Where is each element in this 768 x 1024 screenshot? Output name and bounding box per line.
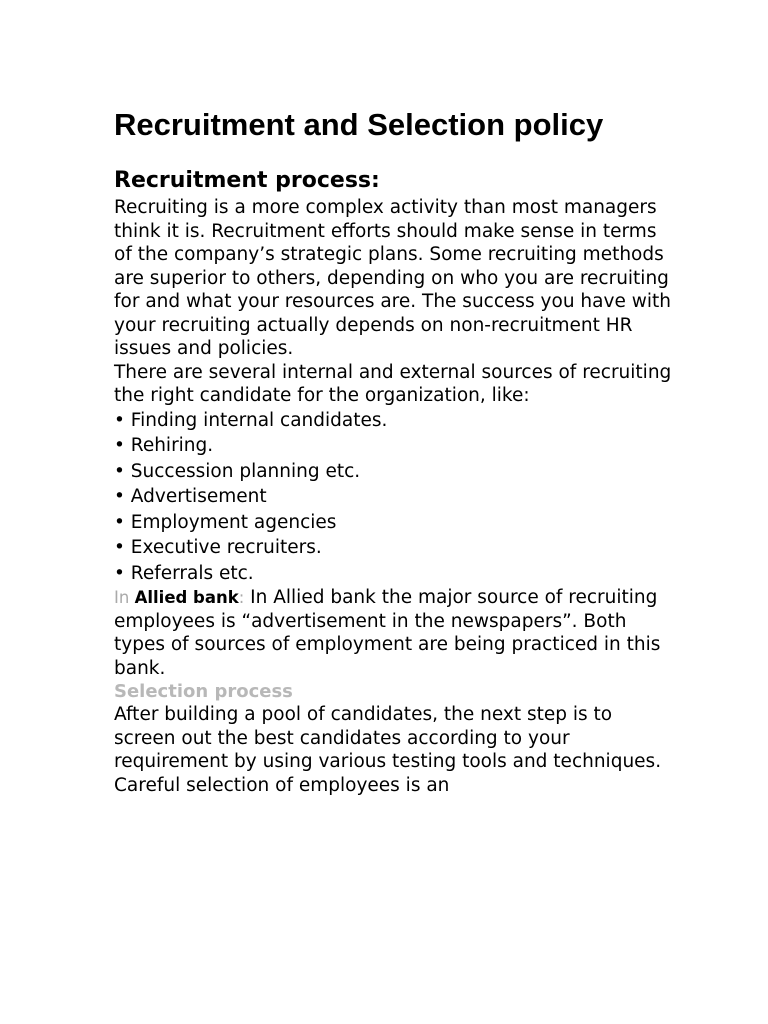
- allied-bank-paragraph: [114, 586, 674, 680]
- list-item: • Employment agencies: [114, 511, 337, 533]
- allied-bank-label: Allied bank: [134, 588, 239, 607]
- allied-prefix: In: [114, 588, 135, 607]
- list-item: • Finding internal candidates.: [114, 409, 388, 431]
- allied-text-rest: employees is “advertisement in the newspapers”. Both types of sources of employment are being practiced in this bank.: [114, 610, 661, 679]
- list-item: • Succession planning etc.: [114, 460, 361, 482]
- list-item: • Executive recruiters.: [114, 537, 322, 558]
- sources-intro-paragraph: There are several internal and external sources of recruiting the right candidate for the organization, like:: [114, 361, 672, 406]
- allied-text-line-1: In Allied bank the major source of recruiting: [244, 587, 658, 608]
- list-item: • Advertisement: [114, 486, 267, 507]
- recruitment-process-heading: Recruitment process:: [114, 168, 380, 193]
- list-item: • Referrals etc.: [114, 562, 254, 584]
- list-item: • Rehiring.: [114, 435, 214, 456]
- recruitment-paragraph: Recruiting is a more complex activity than most managers think it is. Recruitment efforts should make sense in terms of the company’s strategic plans. Some recruiting methods are superior to others, depending on who you are recruiting for and what your resources are. The success you have with your recruiting actually depends on non-recruitment HR issues and policies.: [114, 197, 671, 359]
- selection-process-heading: Selection process: [114, 681, 293, 702]
- selection-paragraph: After building a pool of candidates, the next step is to screen out the best candidates according to your requirement by using various testing tools and techniques. Careful selection of employees is an: [114, 704, 662, 796]
- sources-list: [114, 408, 674, 587]
- allied-colon: :: [238, 588, 245, 607]
- document-title: Recruitment and Selection policy: [114, 107, 604, 142]
- document-body: [114, 166, 674, 797]
